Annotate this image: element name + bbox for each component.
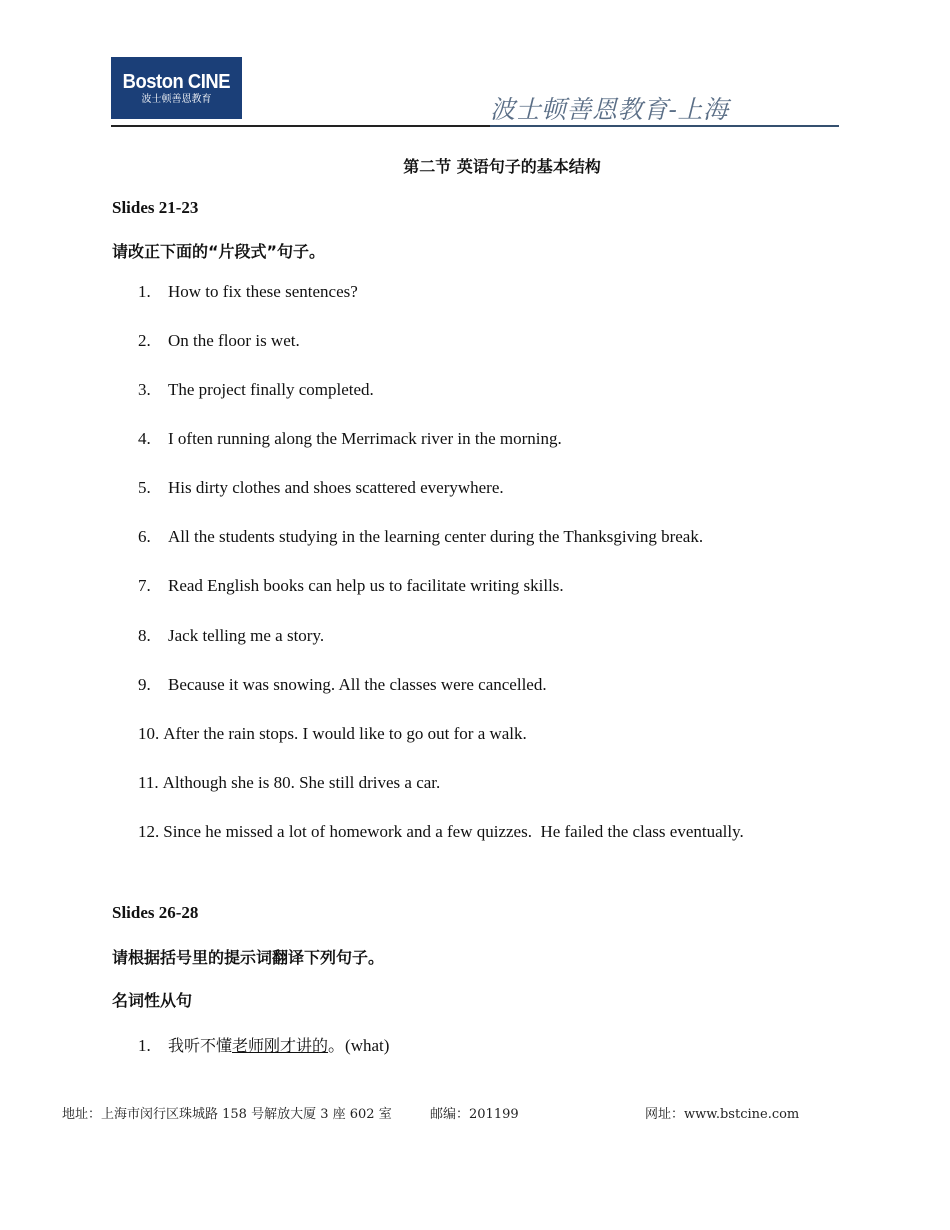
list-item-text: Because it was snowing. All the classes were cancelled. [168,675,547,694]
list-item [138,282,358,302]
list-item-number: 2. [138,331,151,350]
list-item-number: 9. [138,675,151,694]
list-item [138,1031,389,1056]
part2-instruction: 请根据括号里的提示词翻译下列句子。 [112,948,385,967]
part1-slides-label: Slides 21-23 [112,198,199,217]
list-item-number: 1. [138,282,151,301]
part1-instruction: 请改正下面的“片段式”句子。 [112,242,326,261]
list-item-number: 10. [138,724,160,743]
list-item [138,331,300,351]
list-item-number: 1. [138,1036,151,1055]
list-item-text: His dirty clothes and shoes scattered everywhere. [168,478,504,497]
part2-slides-label: Slides 26-28 [112,903,199,922]
list-item-text: Jack telling me a story. [168,626,325,645]
part2-subheading: 名词性从句 [112,991,193,1010]
list-item [138,822,744,842]
list-item [138,527,703,547]
logo-sub-text: 波士顿善恩教育 [141,93,212,105]
list-item-text: The project finally completed. [168,380,374,399]
list-item-text: After the rain stops. I would like to go out for a walk. [163,724,527,743]
list-item [138,773,440,793]
footer-website: 网址：www.bstcine.com [645,1107,800,1122]
header-divider-accent [490,125,839,127]
list-item-underlined: 老师刚才讲的 [232,1036,329,1055]
list-item-number: 11. [138,773,159,792]
list-item-text: Since he missed a lot of homework and a few quizzes. He failed the class eventually. [163,822,744,841]
list-item [138,380,374,400]
footer-postcode: 邮编：201199 [430,1107,519,1122]
list-item-text: How to fix these sentences? [168,282,358,301]
list-item [138,724,527,744]
list-item-number: 5. [138,478,151,497]
list-item-number: 12. [138,822,160,841]
list-item-text: All the students studying in the learning center during the Thanksgiving break. [168,527,704,546]
list-item-number: 4. [138,429,151,448]
footer-address: 地址：上海市闵行区珠城路 158 号解放大厦 3 座 602 室 [62,1107,392,1122]
list-item-number: 7. [138,576,151,595]
list-item [138,429,562,449]
logo [111,57,242,119]
list-item-text: On the floor is wet. [168,331,300,350]
list-item-number: 8. [138,626,151,645]
list-item-suffix: 。(what) [328,1036,390,1055]
list-item-text: Read English books can help us to facilitate writing skills. [168,576,564,595]
list-item [138,626,324,646]
list-item-text: Although she is 80. She still drives a car. [162,773,441,792]
list-item [138,576,564,596]
logo-main-text: Boston CINE [122,70,231,93]
section-title: 第二节 英语句子的基本结构 [403,157,601,176]
list-item-prefix: 我听不懂 [168,1036,233,1055]
list-item-text: I often running along the Merrimack river in the morning. [168,429,562,448]
list-item-number: 3. [138,380,151,399]
list-item-number: 6. [138,527,151,546]
header-title: 波士顿善恩教育-上海 [490,95,729,124]
list-item [138,675,547,695]
list-item [138,478,504,498]
